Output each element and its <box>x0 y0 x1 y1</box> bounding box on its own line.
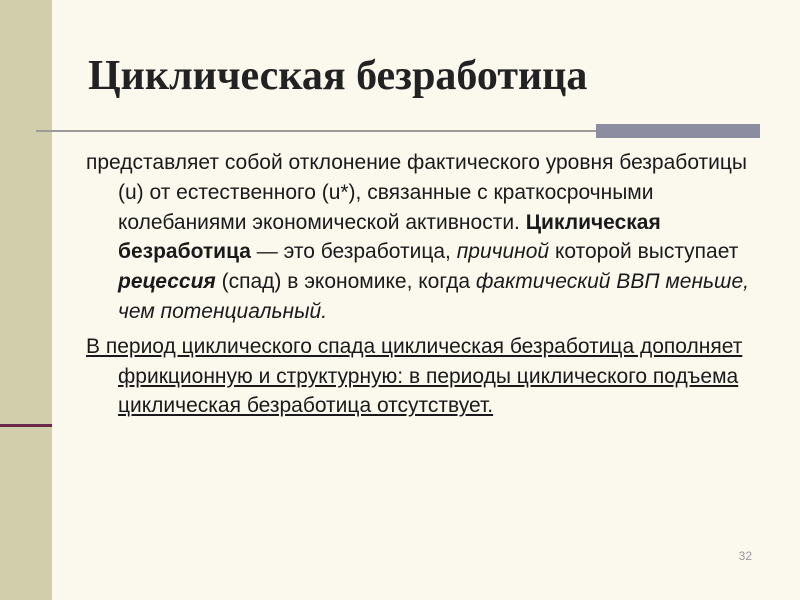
definition-text-4: (спад) в экономике, когда <box>215 270 476 294</box>
definition-paragraph <box>86 148 766 327</box>
definition-text-1: представляет собой отклонение фактического уровня безработицы (u) от естественного (u*), связанные с краткосрочными колебаниями экономической активности. <box>86 151 748 234</box>
slide-number: 32 <box>738 549 752 563</box>
title-underline-accent <box>596 124 760 138</box>
title-underline-thin <box>36 130 596 132</box>
emphasis-cause: причиной <box>456 240 550 264</box>
left-decorative-band <box>0 0 52 600</box>
left-band-divider <box>0 424 52 427</box>
cyclical-phase-paragraph: В период циклического спада циклическая безработица дополняет фрикционную и структурную: в периоды циклического подъема циклическая безработица отсутствует. <box>86 334 743 418</box>
slide-title: Циклическая безработица <box>88 53 588 99</box>
definition-text-2: — это безработица, <box>250 240 457 264</box>
emphasis-gdp-gap: фактический ВВП меньше, чем потенциальный. <box>118 270 749 323</box>
definition-text-3: которой выступает <box>549 240 739 264</box>
term-recession: рецессия <box>118 270 216 294</box>
slide-body <box>86 148 766 421</box>
term-cyclical-unemployment: Циклическая безработица <box>118 210 661 264</box>
